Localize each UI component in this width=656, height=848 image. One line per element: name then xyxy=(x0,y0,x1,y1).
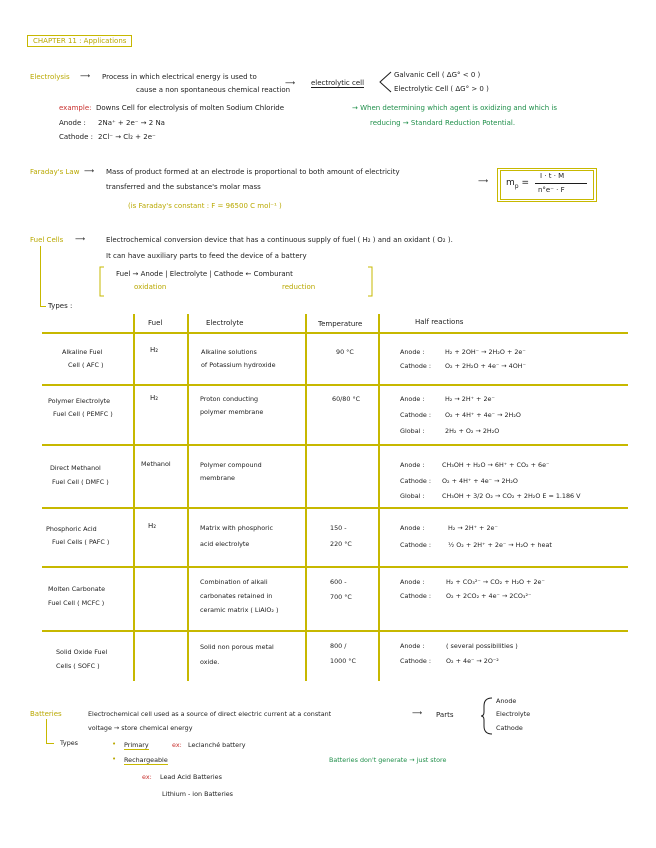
table-row-fuel: H₂ xyxy=(148,522,157,530)
reaction-label: Anode : xyxy=(400,348,425,356)
reaction-equation: H₂ + CO₃²⁻ → CO₂ + H₂O + 2e⁻ xyxy=(446,578,545,586)
table-row-temperature: 700 °C xyxy=(330,593,352,601)
arrow-icon: ⟶ xyxy=(84,167,95,175)
formula-mass: $m_p$ = xyxy=(506,178,529,190)
reaction-label: Anode : xyxy=(400,642,425,650)
table-row-electrolyte: Polymer compound xyxy=(200,461,262,469)
primary-example-label: ex: xyxy=(172,741,182,749)
table-row-electrolyte: membrane xyxy=(200,474,235,482)
reduction-label: reduction xyxy=(282,283,316,291)
table-row-electrolyte: Combination of alkali xyxy=(200,578,268,586)
battery-types-connector xyxy=(46,719,47,743)
types-connector-line xyxy=(40,246,41,306)
table-row-fuel: Methanol xyxy=(141,460,171,468)
reaction-equation: O₂ + 4H⁺ + 4e⁻ → 2H₂O xyxy=(445,411,521,419)
battery-type-rechargeable: Rechargeable xyxy=(124,756,168,764)
battery-types-connector-hook xyxy=(46,743,54,744)
reaction-label: Cathode : xyxy=(400,592,432,600)
battery-part: Cathode xyxy=(496,724,523,732)
table-row-divider xyxy=(42,630,628,632)
formula-denominator: n°e⁻ · F xyxy=(538,186,565,194)
batteries-term: Batteries xyxy=(30,710,62,718)
table-row-temperature: 60/80 °C xyxy=(332,395,361,403)
arrow-icon: ⟶ xyxy=(80,72,91,80)
table-row-electrolyte: carbonates retained in xyxy=(200,592,273,600)
table-row-electrolyte: Matrix with phosphoric xyxy=(200,524,274,532)
parts-bracket-icon xyxy=(480,696,494,736)
electrolytic-cell-label: electrolytic cell xyxy=(311,79,365,87)
table-col-divider xyxy=(378,314,380,681)
primary-example: Leclanché battery xyxy=(188,741,246,749)
reaction-label: Anode : xyxy=(400,578,425,586)
chapter-title: CHAPTER 11 : Applications xyxy=(27,35,132,47)
anode-label: Anode : xyxy=(59,119,86,127)
battery-types-label: Types xyxy=(60,739,79,747)
faraday-term: Faraday's Law xyxy=(30,168,80,176)
reaction-label: Global : xyxy=(400,427,425,435)
table-row-name: Cell ( AFC ) xyxy=(68,361,104,369)
table-row-fuel: H₂ xyxy=(150,394,159,402)
table-row-name: Alkaline Fuel xyxy=(62,348,103,356)
reaction-label: Cathode : xyxy=(400,477,432,485)
table-row-temperature: 600 - xyxy=(330,578,347,586)
table-header-fuel: Fuel xyxy=(148,319,163,327)
table-row-divider xyxy=(42,507,628,509)
table-row-electrolyte: Solid non porous metal xyxy=(200,643,274,651)
reaction-equation: O₂ + 4e⁻ → 2O⁻² xyxy=(446,657,499,665)
formula-fraction-bar xyxy=(535,183,587,184)
formula-mass-symbol: m xyxy=(506,178,515,188)
example-text: Downs Cell for electrolysis of molten Sodium Chloride xyxy=(96,104,285,112)
battery-part: Electrolyte xyxy=(496,710,531,718)
reaction-label: Cathode : xyxy=(400,657,432,665)
table-row-name: Fuel Cell ( MCFC ) xyxy=(48,599,105,607)
reaction-label: Anode : xyxy=(400,395,425,403)
fuel-cells-term: Fuel Cells xyxy=(30,236,64,244)
table-col-divider xyxy=(133,314,135,681)
table-row-temperature: 220 °C xyxy=(330,540,352,548)
reaction-label: Anode : xyxy=(400,524,425,532)
example-label: example: xyxy=(59,104,92,112)
table-row-fuel: H₂ xyxy=(150,346,159,354)
fuel-def-line2: It can have auxiliary parts to feed the device of a battery xyxy=(106,252,307,260)
table-row-name: Phosphoric Acid xyxy=(46,525,97,533)
table-row-electrolyte: acid electrolyte xyxy=(200,540,250,548)
electrolysis-def-line2: cause a non spontaneous chemical reaction xyxy=(136,86,291,94)
branch-bracket-icon xyxy=(378,70,392,94)
formula-numerator: I · t · M xyxy=(540,172,565,180)
reaction-equation: CH₃OH + H₂O → 6H⁺ + CO₂ + 6e⁻ xyxy=(442,461,550,469)
table-row-divider xyxy=(42,566,628,568)
electrolysis-def-line1: Process in which electrical energy is used to xyxy=(102,73,257,81)
reaction-label: Global : xyxy=(400,492,425,500)
cathode-equation: 2Cl⁻ → Cl₂ + 2e⁻ xyxy=(98,133,156,141)
table-row-name: Fuel Cell ( DMFC ) xyxy=(52,478,109,486)
battery-parts-label: Parts xyxy=(436,711,454,719)
table-row-divider xyxy=(42,384,628,386)
arrow-icon: ⟶ xyxy=(75,235,86,243)
table-col-divider xyxy=(305,314,307,681)
table-header-electrolyte: Electrolyte xyxy=(206,319,244,327)
table-row-electrolyte: polymer membrane xyxy=(200,408,264,416)
reaction-equation: O₂ + 4H⁺ + 4e⁻ → 2H₂O xyxy=(442,477,518,485)
table-row-name: Solid Oxide Fuel xyxy=(56,648,108,656)
reaction-equation: H₂ → 2H⁺ + 2e⁻ xyxy=(448,524,498,532)
battery-type-primary: Primary xyxy=(124,741,149,749)
reaction-equation: H₂ + 2OH⁻ → 2H₂O + 2e⁻ xyxy=(445,348,526,356)
rechargeable-example-label: ex: xyxy=(142,773,152,781)
reaction-label: Cathode : xyxy=(400,411,432,419)
batteries-def-line1: Electrochemical cell used as a source of direct electric current at a constant xyxy=(88,710,332,718)
reaction-equation: ½ O₂ + 2H⁺ + 2e⁻ → H₂O + heat xyxy=(448,541,552,549)
reaction-label: Cathode : xyxy=(400,541,432,549)
reduction-note-line1: → When determining which agent is oxidizing and which is xyxy=(352,104,557,112)
table-row-electrolyte: Proton conducting xyxy=(200,395,259,403)
reaction-equation: ( several possibilities ) xyxy=(446,642,518,650)
table-row-temperature: 90 °C xyxy=(336,348,354,356)
oxidation-label: oxidation xyxy=(134,283,167,291)
table-row-name: Direct Methanol xyxy=(50,464,101,472)
reaction-label: Anode : xyxy=(400,461,425,469)
fuel-def-line1: Electrochemical conversion device that has a continuous supply of fuel ( H₂ ) and an oxidant ( O₂ ). xyxy=(106,236,453,244)
table-row-electrolyte: of Potassium hydroxide xyxy=(201,361,276,369)
rechargeable-example: Lithium - ion Batteries xyxy=(162,790,233,798)
reaction-equation: 2H₂ + O₂ → 2H₂O xyxy=(445,427,500,435)
faraday-def-line1: Mass of product formed at an electrode is proportional to both amount of electricity xyxy=(106,168,400,176)
table-row-divider xyxy=(42,332,628,334)
types-connector-hook xyxy=(40,306,46,307)
table-row-divider xyxy=(42,444,628,446)
table-row-name: Fuel Cell ( PEMFC ) xyxy=(53,410,113,418)
table-header-half-reactions: Half reactions xyxy=(415,318,464,326)
types-label: Types : xyxy=(48,302,73,310)
arrow-icon: ⟶ xyxy=(478,177,489,185)
table-row-temperature: 150 - xyxy=(330,524,347,532)
reduction-note-line2: reducing → Standard Reduction Potential. xyxy=(370,119,516,127)
bullet-icon: • xyxy=(112,740,117,748)
electrolytic-cell-delta-label: Electrolytic Cell ( ΔG° > 0 ) xyxy=(394,85,489,93)
table-row-temperature: 1000 °C xyxy=(330,657,356,665)
reaction-equation: O₂ + 2H₂O + 4e⁻ → 4OH⁻ xyxy=(445,362,526,370)
faraday-constant: (is Faraday's constant : F = 96500 C mol⁻¹ ) xyxy=(128,202,282,210)
table-row-electrolyte: Alkaline solutions xyxy=(201,348,257,356)
reaction-equation: H₂ → 2H⁺ + 2e⁻ xyxy=(445,395,495,403)
faraday-def-line2: transferred and the substance's molar mass xyxy=(106,183,261,191)
galvanic-cell-label: Galvanic Cell ( ΔG° < 0 ) xyxy=(394,71,481,79)
batteries-def-line2: voltage → store chemical energy xyxy=(88,724,193,732)
electrolysis-term: Electrolysis xyxy=(30,73,70,81)
reaction-equation: CH₃OH + 3/2 O₂ → CO₂ + 2H₂O E = 1.186 V xyxy=(442,492,581,500)
bullet-icon: • xyxy=(112,755,117,763)
table-header-temperature: Temperature xyxy=(318,320,363,328)
table-row-name: Fuel Cells ( PAFC ) xyxy=(52,538,110,546)
table-row-electrolyte: ceramic matrix ( LiAlO₂ ) xyxy=(200,606,279,614)
reaction-equation: O₂ + 2CO₂ + 4e⁻ → 2CO₃²⁻ xyxy=(446,592,532,600)
table-row-name: Molten Carbonate xyxy=(48,585,106,593)
table-col-divider xyxy=(187,314,189,681)
reaction-label: Cathode : xyxy=(400,362,432,370)
arrow-icon: ⟶ xyxy=(412,709,423,717)
anode-equation: 2Na⁺ + 2e⁻ → 2 Na xyxy=(98,119,165,127)
table-row-name: Cells ( SOFC ) xyxy=(56,662,100,670)
arrow-icon: ⟶ xyxy=(285,79,296,87)
table-row-electrolyte: oxide. xyxy=(200,658,220,666)
rechargeable-example: Lead Acid Batteries xyxy=(160,773,222,781)
table-row-name: Polymer Electrolyte xyxy=(48,397,111,405)
fuel-flow: Fuel → Anode | Electrolyte | Cathode ← Comburant xyxy=(116,270,293,278)
table-row-temperature: 800 / xyxy=(330,642,347,650)
batteries-note: Batteries don't generate → just store xyxy=(329,756,447,764)
battery-part: Anode xyxy=(496,697,517,705)
formula-mass-subscript: p xyxy=(514,182,519,190)
cathode-label: Cathode : xyxy=(59,133,93,141)
